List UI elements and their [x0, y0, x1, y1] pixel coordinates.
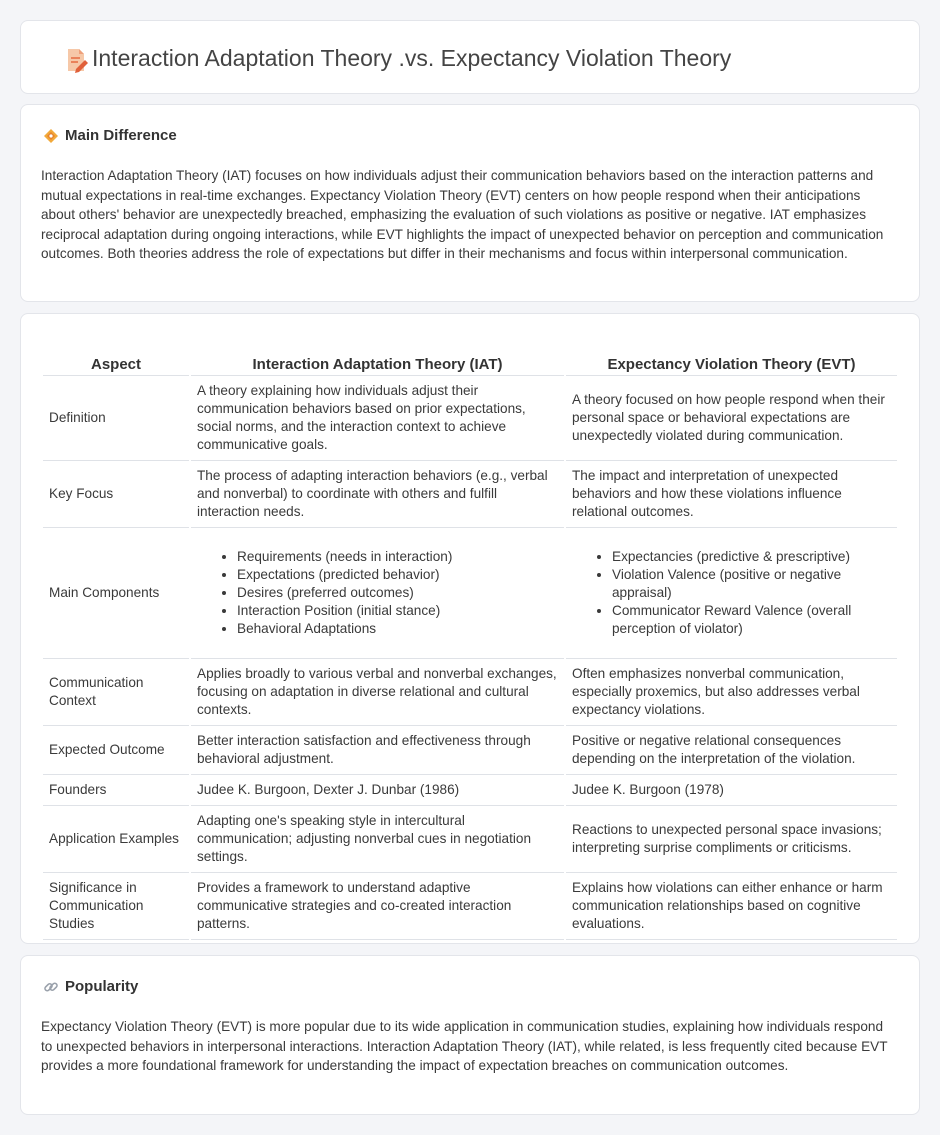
- comparison-card: [20, 313, 920, 944]
- column-header-iat: Interaction Adaptation Theory (IAT): [191, 332, 564, 376]
- evt-cell: Explains how violations can either enhance or harm communication relationships based on cognitive evaluations.: [566, 873, 897, 940]
- aspect-cell: Communication Context: [43, 659, 189, 726]
- evt-cell: Reactions to unexpected personal space invasions; interpreting surprise compliments or criticisms.: [566, 806, 897, 873]
- table-header-row: [43, 332, 897, 376]
- main-difference-text: Interaction Adaptation Theory (IAT) focuses on how individuals adjust their communication behaviors based on the interaction patterns and mutual expectations in real-time exchanges. Expectancy Violation Theory (EVT) centers on how people respond when their anticipations about others' behavior are unexpectedly breached, emphasizing the evaluation of such violations as positive or negative. IAT emphasizes reciprocal adaptation during ongoing interactions, while EVT highlights the impact of unexpected behavior on perception and communication outcomes. Both theories address the role of expectations but differ in their mechanisms and focus within interpersonal communication.: [41, 168, 884, 262]
- table-row: [43, 806, 897, 873]
- table-row: [43, 528, 897, 659]
- list-item: • Expectations (predicted behavior): [237, 566, 558, 584]
- popularity-card: [20, 955, 920, 1115]
- column-header-aspect: Aspect: [43, 332, 189, 376]
- header-card: [20, 20, 920, 94]
- list-item: • Behavioral Adaptations: [237, 620, 558, 638]
- iat-cell: Better interaction satisfaction and effectiveness through behavioral adjustment.: [191, 726, 564, 775]
- aspect-cell: Application Examples: [43, 806, 189, 873]
- link-icon: [43, 979, 59, 995]
- aspect-cell: Significance in Communication Studies: [43, 873, 189, 940]
- list-item: • Interaction Position (initial stance): [237, 602, 558, 620]
- table-row: [43, 873, 897, 940]
- evt-cell: [566, 528, 897, 659]
- main-difference-card: [20, 104, 920, 302]
- list-item: • Requirements (needs in interaction): [237, 548, 558, 566]
- iat-cell: The process of adapting interaction behaviors (e.g., verbal and nonverbal) to coordinate with others and fulfill interaction needs.: [191, 461, 564, 528]
- list-item: • Desires (preferred outcomes): [237, 584, 558, 602]
- main-difference-title: Main Difference: [65, 127, 177, 144]
- iat-cell: Applies broadly to various verbal and nonverbal exchanges, focusing on adaptation in diverse relational and cultural contexts.: [191, 659, 564, 726]
- iat-cell: [191, 528, 564, 659]
- aspect-cell: Key Focus: [43, 461, 189, 528]
- table-row: [43, 775, 897, 806]
- iat-cell: Adapting one's speaking style in intercultural communication; adjusting nonverbal cues in negotiation settings.: [191, 806, 564, 873]
- iat-components-list: [197, 548, 558, 638]
- diamond-icon: [43, 128, 59, 144]
- page-title: Interaction Adaptation Theory .vs. Expectancy Violation Theory: [92, 45, 732, 71]
- main-difference-heading: [43, 127, 177, 144]
- iat-cell: A theory explaining how individuals adjust their communication behaviors based on prior expectations, social norms, and the interaction context to achieve communicative goals.: [191, 376, 564, 461]
- iat-cell: Provides a framework to understand adaptive communicative strategies and co-created interaction patterns.: [191, 873, 564, 940]
- aspect-cell: Definition: [43, 376, 189, 461]
- evt-cell: Judee K. Burgoon (1978): [566, 775, 897, 806]
- list-item: • Expectancies (predictive & prescriptive): [612, 548, 891, 566]
- popularity-title: Popularity: [65, 978, 139, 995]
- popularity-text: Expectancy Violation Theory (EVT) is more popular due to its wide application in communication studies, explaining how individuals respond to unexpected behaviors in interpersonal interactions. Interaction Adaptation Theory (IAT), while related, is less frequently cited because EVT provides a more foundational framework for understanding the impact of expectation breaches on communication outcomes.: [41, 1019, 888, 1074]
- aspect-cell: Expected Outcome: [43, 726, 189, 775]
- table-row: [43, 659, 897, 726]
- evt-cell: A theory focused on how people respond when their personal space or behavioral expectations are unexpectedly violated during communication.: [566, 376, 897, 461]
- document-edit-icon: [65, 47, 89, 73]
- evt-cell: Often emphasizes nonverbal communication, especially proxemics, but also addresses verbal expectancy violations.: [566, 659, 897, 726]
- aspect-cell: Main Components: [43, 528, 189, 659]
- column-header-evt: Expectancy Violation Theory (EVT): [566, 332, 897, 376]
- list-item: • Communicator Reward Valence (overall perception of violator): [612, 602, 891, 638]
- table-row: [43, 726, 897, 775]
- iat-cell: Judee K. Burgoon, Dexter J. Dunbar (1986): [191, 775, 564, 806]
- comparison-table: [41, 332, 899, 940]
- list-item: • Violation Valence (positive or negative appraisal): [612, 566, 891, 602]
- evt-cell: The impact and interpretation of unexpected behaviors and how these violations influence relational outcomes.: [566, 461, 897, 528]
- popularity-heading: [43, 978, 138, 995]
- table-row: [43, 376, 897, 461]
- evt-cell: Positive or negative relational consequences depending on the interpretation of the violation.: [566, 726, 897, 775]
- table-row: [43, 461, 897, 528]
- aspect-cell: Founders: [43, 775, 189, 806]
- evt-components-list: [572, 548, 891, 638]
